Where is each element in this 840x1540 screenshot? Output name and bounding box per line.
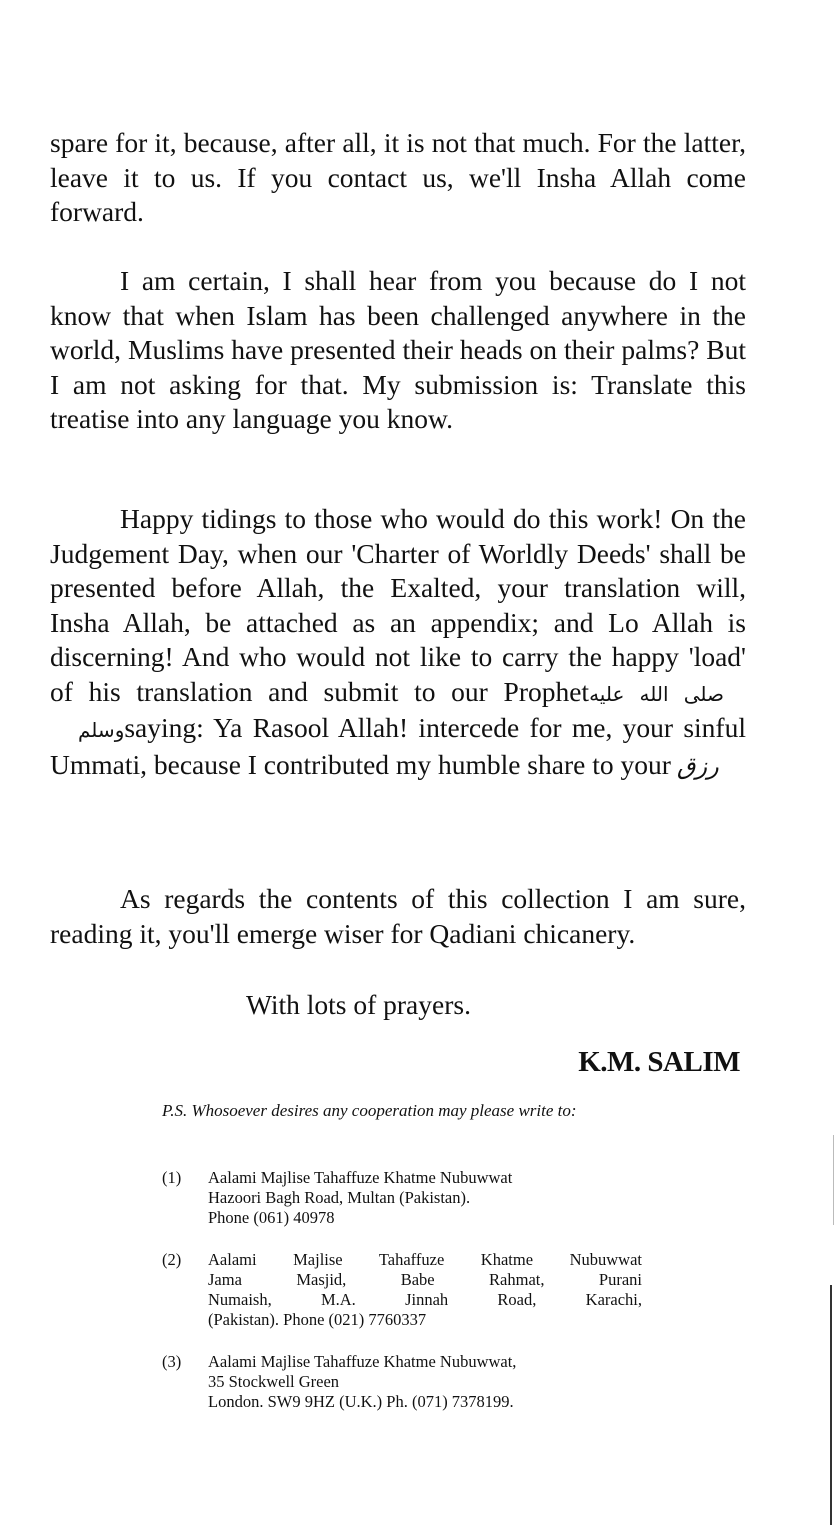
paragraph-3-text-part2: saying: Ya Rasool Allah! intercede for me, your sinful Ummati, because I contributed my humble share to your — [50, 712, 746, 780]
address-lines — [208, 1250, 642, 1330]
address-number: (1) — [162, 1168, 182, 1187]
address-item — [162, 1168, 642, 1228]
arabic-word: رزق — [676, 751, 719, 780]
address-item — [162, 1352, 642, 1412]
paragraph-4 — [50, 882, 746, 951]
paragraph-3-text-part1: Happy tidings to those who would do this work! On the Judgement Day, when our 'Charter of Worldly Deeds' shall be presented before Allah, the Exalted, your translation will, Insha Allah, be attached as an appendix; and Lo Allah is discerning! And who would not like to carry the happy 'load' of his translation and submit to our Prophet — [50, 503, 746, 707]
address-line: (Pakistan). Phone (021) 7760337 — [208, 1310, 427, 1329]
address-number: (2) — [162, 1250, 182, 1269]
closing-line: With lots of prayers. — [246, 989, 471, 1020]
paragraph-1 — [50, 126, 746, 230]
address-line: Phone (061) 40978 — [208, 1208, 335, 1227]
paragraph-1-text: spare for it, because, after all, it is not that much. For the latter, leave it to us. If you contact us, we'll Insha Allah come forward. — [50, 127, 746, 227]
arabic-salutation: صلى الله عليه وسلم — [78, 681, 724, 742]
ps-intro: P.S. Whosoever desires any cooperation may please write to: — [162, 1101, 577, 1120]
address-line: Aalami Majlise Tahaffuze Khatme Nubuwwat, — [208, 1352, 517, 1371]
address-line: Hazoori Bagh Road, Multan (Pakistan). — [208, 1188, 471, 1207]
scan-edge-mark — [830, 1285, 832, 1525]
address-line: Aalami Majlise Tahaffuze Khatme Nubuwwat — [208, 1250, 642, 1269]
paragraph-2 — [50, 264, 746, 437]
address-line: Jama Masjid, Babe Rahmat, Purani — [208, 1270, 642, 1289]
address-item — [162, 1250, 642, 1330]
scan-edge-mark — [833, 1135, 834, 1225]
address-lines — [208, 1168, 642, 1228]
address-line: 35 Stockwell Green — [208, 1372, 340, 1391]
address-number: (3) — [162, 1352, 182, 1371]
address-line: Aalami Majlise Tahaffuze Khatme Nubuwwat — [208, 1168, 513, 1187]
paragraph-4-text: As regards the contents of this collection I am sure, reading it, you'll emerge wiser for Qadiani chicanery. — [50, 883, 746, 949]
address-line: London. SW9 9HZ (U.K.) Ph. (071) 7378199. — [208, 1392, 514, 1411]
paragraph-3 — [50, 502, 746, 783]
address-line: Numaish, M.A. Jinnah Road, Karachi, — [208, 1290, 642, 1309]
paragraph-2-text: I am certain, I shall hear from you because do I not know that when Islam has been challenged anywhere in the world, Muslims have presented their heads on their palms? But I am not asking for that. My submission is: Translate this treatise into any language you know. — [50, 265, 746, 434]
address-list — [162, 1168, 642, 1434]
address-lines — [208, 1352, 642, 1412]
signature: K.M. SALIM — [578, 1046, 740, 1078]
